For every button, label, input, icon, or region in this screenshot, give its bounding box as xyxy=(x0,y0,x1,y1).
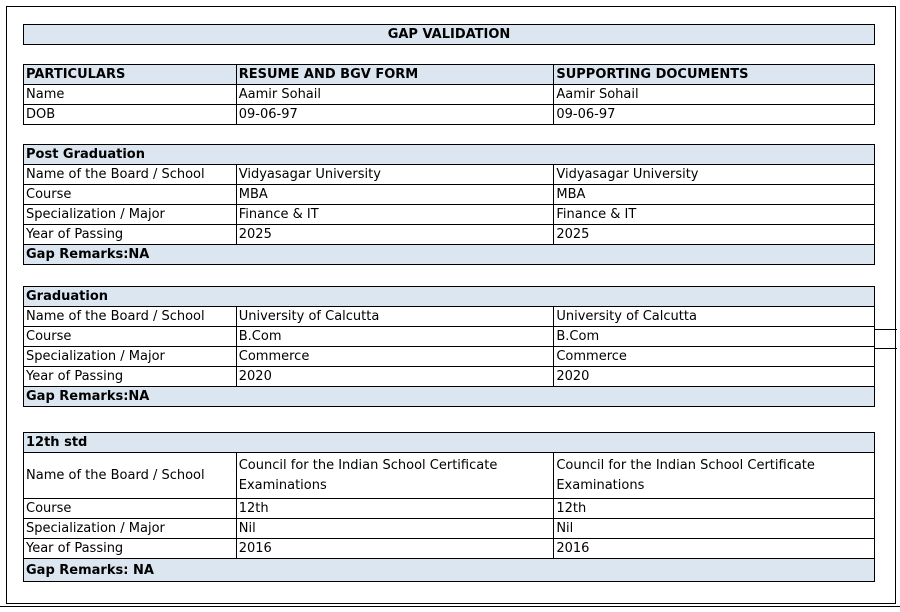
table-row xyxy=(24,453,875,499)
supporting-value: B.Com xyxy=(554,327,875,347)
supporting-value: Commerce xyxy=(554,347,875,367)
table-row xyxy=(24,327,875,347)
post-graduation-table xyxy=(23,144,875,265)
row-label: DOB xyxy=(24,105,237,125)
row-label: Name of the Board / School xyxy=(24,453,237,499)
supporting-value: Finance & IT xyxy=(554,205,875,225)
resume-value: Nil xyxy=(236,519,554,539)
gap-remarks: Gap Remarks: NA xyxy=(24,559,875,582)
resume-value: Council for the Indian School Certificate Examinations xyxy=(236,453,554,499)
row-label: Specialization / Major xyxy=(24,205,237,225)
supporting-value: University of Calcutta xyxy=(554,307,875,327)
row-label: Name of the Board / School xyxy=(24,307,237,327)
gap-remarks: Gap Remarks:NA xyxy=(24,245,875,265)
stray-cell-border xyxy=(875,329,897,349)
resume-value: 2016 xyxy=(236,539,554,559)
resume-value: 2020 xyxy=(236,367,554,387)
resume-value: Finance & IT xyxy=(236,205,554,225)
header-supporting: SUPPORTING DOCUMENTS xyxy=(554,65,875,85)
supporting-value: MBA xyxy=(554,185,875,205)
resume-value: 09-06-97 xyxy=(236,105,554,125)
particulars-header-row xyxy=(24,65,875,85)
resume-value: Vidyasagar University xyxy=(236,165,554,185)
table-row xyxy=(24,499,875,519)
table-row xyxy=(24,519,875,539)
row-label: Course xyxy=(24,327,237,347)
table-row xyxy=(24,307,875,327)
table-row xyxy=(24,225,875,245)
resume-value: 2025 xyxy=(236,225,554,245)
table-row xyxy=(24,165,875,185)
supporting-value: 2025 xyxy=(554,225,875,245)
supporting-value: Nil xyxy=(554,519,875,539)
table-row xyxy=(24,85,875,105)
graduation-table xyxy=(23,286,875,407)
supporting-value: Council for the Indian School Certificate Examinations xyxy=(554,453,875,499)
resume-value: B.Com xyxy=(236,327,554,347)
table-row xyxy=(24,205,875,225)
row-label: Year of Passing xyxy=(24,367,237,387)
supporting-value: 2020 xyxy=(554,367,875,387)
section-heading: 12th std xyxy=(24,433,875,453)
resume-value: University of Calcutta xyxy=(236,307,554,327)
row-label: Specialization / Major xyxy=(24,519,237,539)
supporting-value: 09-06-97 xyxy=(554,105,875,125)
supporting-value: Vidyasagar University xyxy=(554,165,875,185)
row-label: Year of Passing xyxy=(24,225,237,245)
table-row xyxy=(24,105,875,125)
resume-value: Commerce xyxy=(236,347,554,367)
header-particulars: PARTICULARS xyxy=(24,65,237,85)
table-row xyxy=(24,347,875,367)
resume-value: 12th xyxy=(236,499,554,519)
sheet-bottom-border xyxy=(0,606,900,607)
section-heading: Graduation xyxy=(24,287,875,307)
row-label: Course xyxy=(24,185,237,205)
gap-remarks: Gap Remarks:NA xyxy=(24,387,875,407)
table-row xyxy=(24,539,875,559)
row-label: Year of Passing xyxy=(24,539,237,559)
table-row xyxy=(24,185,875,205)
title-table xyxy=(23,24,875,45)
table-row xyxy=(24,367,875,387)
resume-value: MBA xyxy=(236,185,554,205)
page-title: GAP VALIDATION xyxy=(24,25,875,45)
row-label: Specialization / Major xyxy=(24,347,237,367)
row-label: Name xyxy=(24,85,237,105)
resume-value: Aamir Sohail xyxy=(236,85,554,105)
row-label: Course xyxy=(24,499,237,519)
row-label: Name of the Board / School xyxy=(24,165,237,185)
supporting-value: 12th xyxy=(554,499,875,519)
12th-std-table xyxy=(23,432,875,582)
particulars-table xyxy=(23,64,875,125)
supporting-value: Aamir Sohail xyxy=(554,85,875,105)
section-heading: Post Graduation xyxy=(24,145,875,165)
supporting-value: 2016 xyxy=(554,539,875,559)
header-resume: RESUME AND BGV FORM xyxy=(236,65,554,85)
